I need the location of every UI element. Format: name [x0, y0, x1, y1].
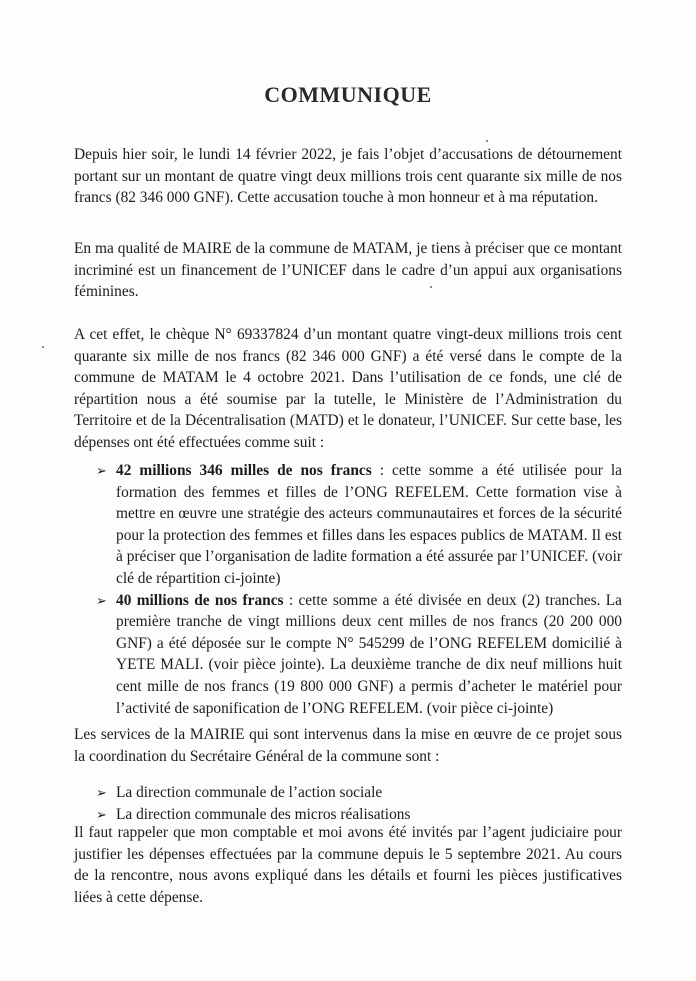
service-item	[96, 782, 596, 804]
arrow-bullet-icon: ➢	[96, 592, 107, 608]
paragraph-judicial-agent: Il faut rappeler que mon comptable et moi avons été invités par l’agent judiciaire pour justifier les dépenses effectuées par la commune depuis le 5 septembre 2021. Au cours de la rencontre, nous avons expliqué dans les détails et fourni les pièces justificatives liées à cette dépense.	[74, 824, 622, 906]
paragraph-mayor-clarification: En ma qualité de MAIRE de la commune de MATAM, je tiens à préciser que ce montant incriminé est un financement de l’UNICEF dans le cadre d’un appui aux organisations féminines.	[74, 240, 622, 301]
expense-description: : cette somme a été divisée en deux (2) tranches. La première tranche de vingt millions deux cent milles de nos francs (20 200 000 GNF) a été déposée sur le compte N° 545299 de l’ONG REFELEM domicilié à YETE MALI. (voir pièce jointe). La deuxième tranche de dix neuf millions huit cent mille de nos francs (19 800 000 GNF) a permis d’acheter le matériel pour l’activité de saponification de l’ONG REFELEM. (voir pièce ci-jointe)	[116, 591, 622, 717]
paragraph-services-intro: Les services de la MAIRIE qui sont intervenus dans la mise en œuvre de ce projet sous la coordination du Secrétaire Général de la commune sont :	[74, 726, 622, 765]
service-label: La direction communale des micros réalisations	[116, 805, 411, 823]
arrow-bullet-icon: ➢	[96, 785, 107, 800]
expense-description: : cette somme a été utilisée pour la formation des femmes et filles de l’ONG REFELEM. Cette formation vise à mettre en œuvre une stratégie des acteurs communautaires et forces de la sécurité pour la protection des femmes et filles dans les espaces publics de MATAM. Il est à préciser que l’organisation de ladite formation a été assurée par l’UNICEF. (voir clé de répartition ci-jointe)	[116, 462, 622, 587]
expense-list	[96, 460, 622, 719]
expense-item	[96, 590, 622, 720]
arrow-bullet-icon: ➢	[96, 806, 107, 822]
expense-item	[96, 460, 622, 590]
paragraph-accusation: Depuis hier soir, le lundi 14 février 2022, je fais l’objet d’accusations de détournement portant sur un montant de quatre vingt deux millions trois cent quarante six mille de nos francs (82 346 000 GNF). Cette accusation touche à mon honneur et à ma réputation.	[74, 146, 622, 207]
services-list	[96, 782, 596, 825]
expense-amount: 42 millions 346 milles de nos francs	[116, 462, 372, 479]
arrow-bullet-icon: ➢	[96, 463, 107, 478]
document-title: COMMUNIQUE	[264, 82, 432, 107]
paragraph-cheque-details: A cet effet, le chèque N° 69337824 d’un montant quatre vingt-deux millions trois cent quarante six mille de nos francs (82 346 000 GNF) a été versé dans le compte de la commune de MATAM le 4 octobre 2021. Dans l’utilisation de ce fonds, une clé de répartition nous a été soumise par la tutelle, le Ministère de l’Administration du Territoire et de la Décentralisation (MATD) et le donateur, l’UNICEF. Sur cette base, les dépenses ont été effectuées comme suit :	[74, 326, 622, 451]
expense-amount: 40 millions de nos francs	[116, 591, 284, 609]
scan-speck	[430, 286, 432, 288]
service-label: La direction communale de l’action sociale	[116, 784, 383, 801]
scan-speck	[486, 140, 488, 142]
scan-speck	[42, 346, 44, 348]
